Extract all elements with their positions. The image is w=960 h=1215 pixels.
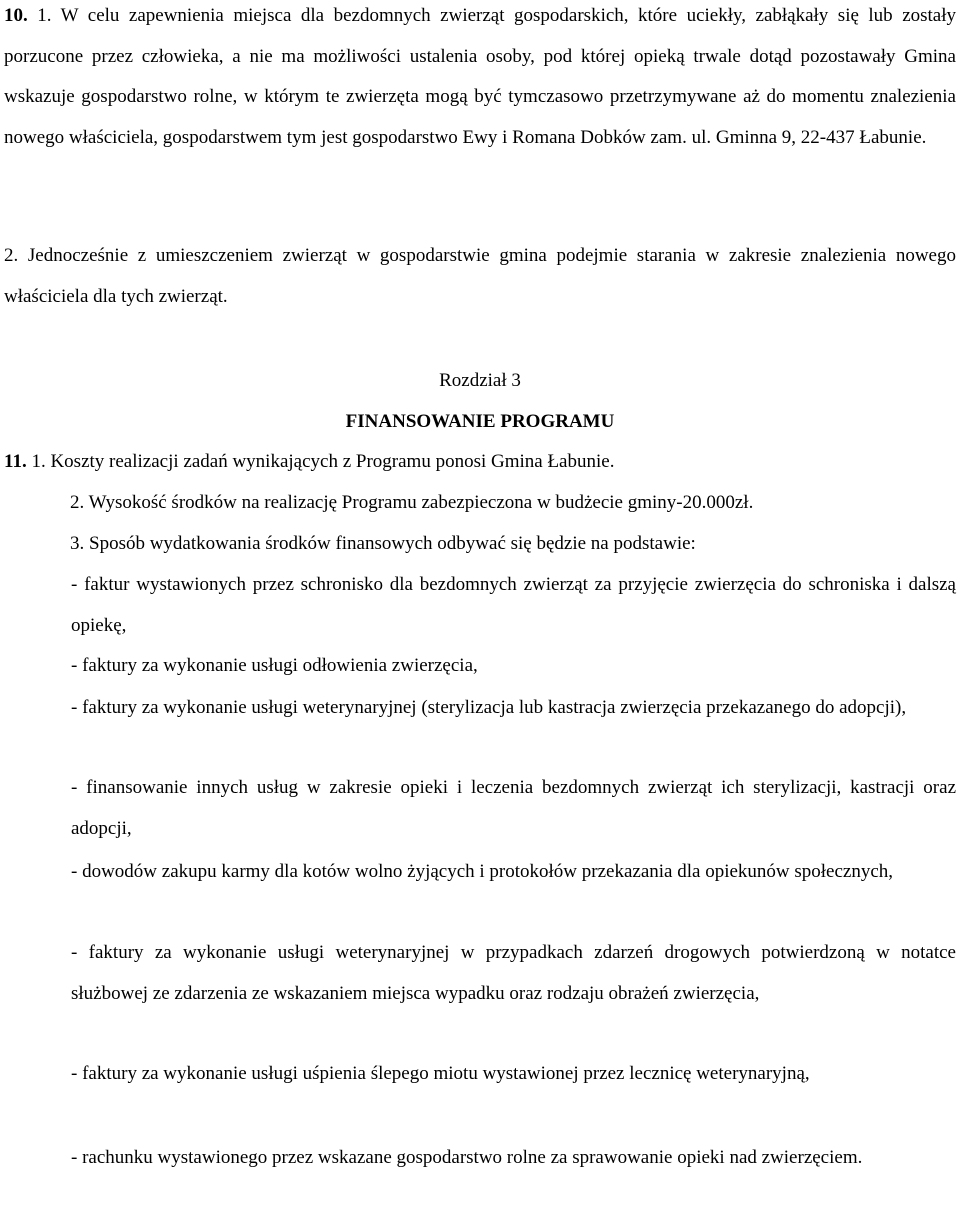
list-item: - faktury za wykonanie usługi odłowienia zwierzęcia, <box>71 655 478 676</box>
list-item: - faktury za wykonanie usługi weterynaryjnej (sterylizacja lub kastracja zwierzęcia przekazanego do adopcji), <box>71 697 907 718</box>
list-item: - faktur wystawionych przez schronisko dla bezdomnych zwierząt za przyjęcie zwierzęcia do schroniska i dalszą opiekę, <box>71 574 956 636</box>
chapter-label: Rozdział 3 <box>439 370 521 391</box>
list-item: - rachunku wystawionego przez wskazane gospodarstwo rolne za sprawowanie opieki nad zwierzęciem. <box>71 1147 863 1168</box>
section-11-text-1: 1. Koszty realizacji zadań wynikających z Programu ponosi Gmina Łabunie. <box>31 451 615 472</box>
chapter-title: FINANSOWANIE PROGRAMU <box>345 411 615 432</box>
list-item: - dowodów zakupu karmy dla kotów wolno żyjących i protokołów przekazania dla opiekunów społecznych, <box>71 861 894 882</box>
list-item: - finansowanie innych usług w zakresie opieki i leczenia bezdomnych zwierząt ich sterylizacji, kastracji oraz adopcji, <box>71 777 956 839</box>
section-10-paragraph-2: 2. Jednocześnie z umieszczeniem zwierząt w gospodarstwie gmina podejmie starania w zakresie znalezienia nowego właściciela dla tych zwierząt. <box>4 245 956 307</box>
list-item: - faktury za wykonanie usługi uśpienia ślepego miotu wystawionej przez lecznicę weterynaryjną, <box>71 1063 810 1084</box>
section-10-text-1: 1. W celu zapewnienia miejsca dla bezdomnych zwierząt gospodarskich, które uciekły, zabłąkały się lub zostały porzucone przez człowieka, a nie ma możliwości ustalenia osoby, pod której opieką trwale dotąd pozostawały Gmina wskazuje gospodarstwo rolne, w którym te zwierzęta mogą być tymczasowo przetrzymywane aż do momentu znalezienia nowego właściciela, gospodarstwem tym jest gospodarstwo Ewy i Romana Dobków zam. ul. Gminna 9, 22-437 Łabunie. <box>4 5 957 148</box>
section-11-paragraph-2: 2. Wysokość środków na realizację Programu zabezpieczona w budżecie gminy-20.000zł. <box>70 492 754 513</box>
section-11-paragraph-3: 3. Sposób wydatkowania środków finansowych odbywać się będzie na podstawie: <box>70 533 696 554</box>
list-item: - faktury za wykonanie usługi weterynaryjnej w przypadkach zdarzeń drogowych potwierdzoną w notatce służbowej ze zdarzenia ze wskazaniem miejsca wypadku oraz rodzaju obrażeń zwierzęcia, <box>71 942 956 1004</box>
section-10-paragraph-1 <box>4 0 956 158</box>
section-11-paragraph-1 <box>4 442 956 483</box>
section-10-number: 10. <box>4 5 28 26</box>
section-11-number: 11. <box>4 451 27 472</box>
